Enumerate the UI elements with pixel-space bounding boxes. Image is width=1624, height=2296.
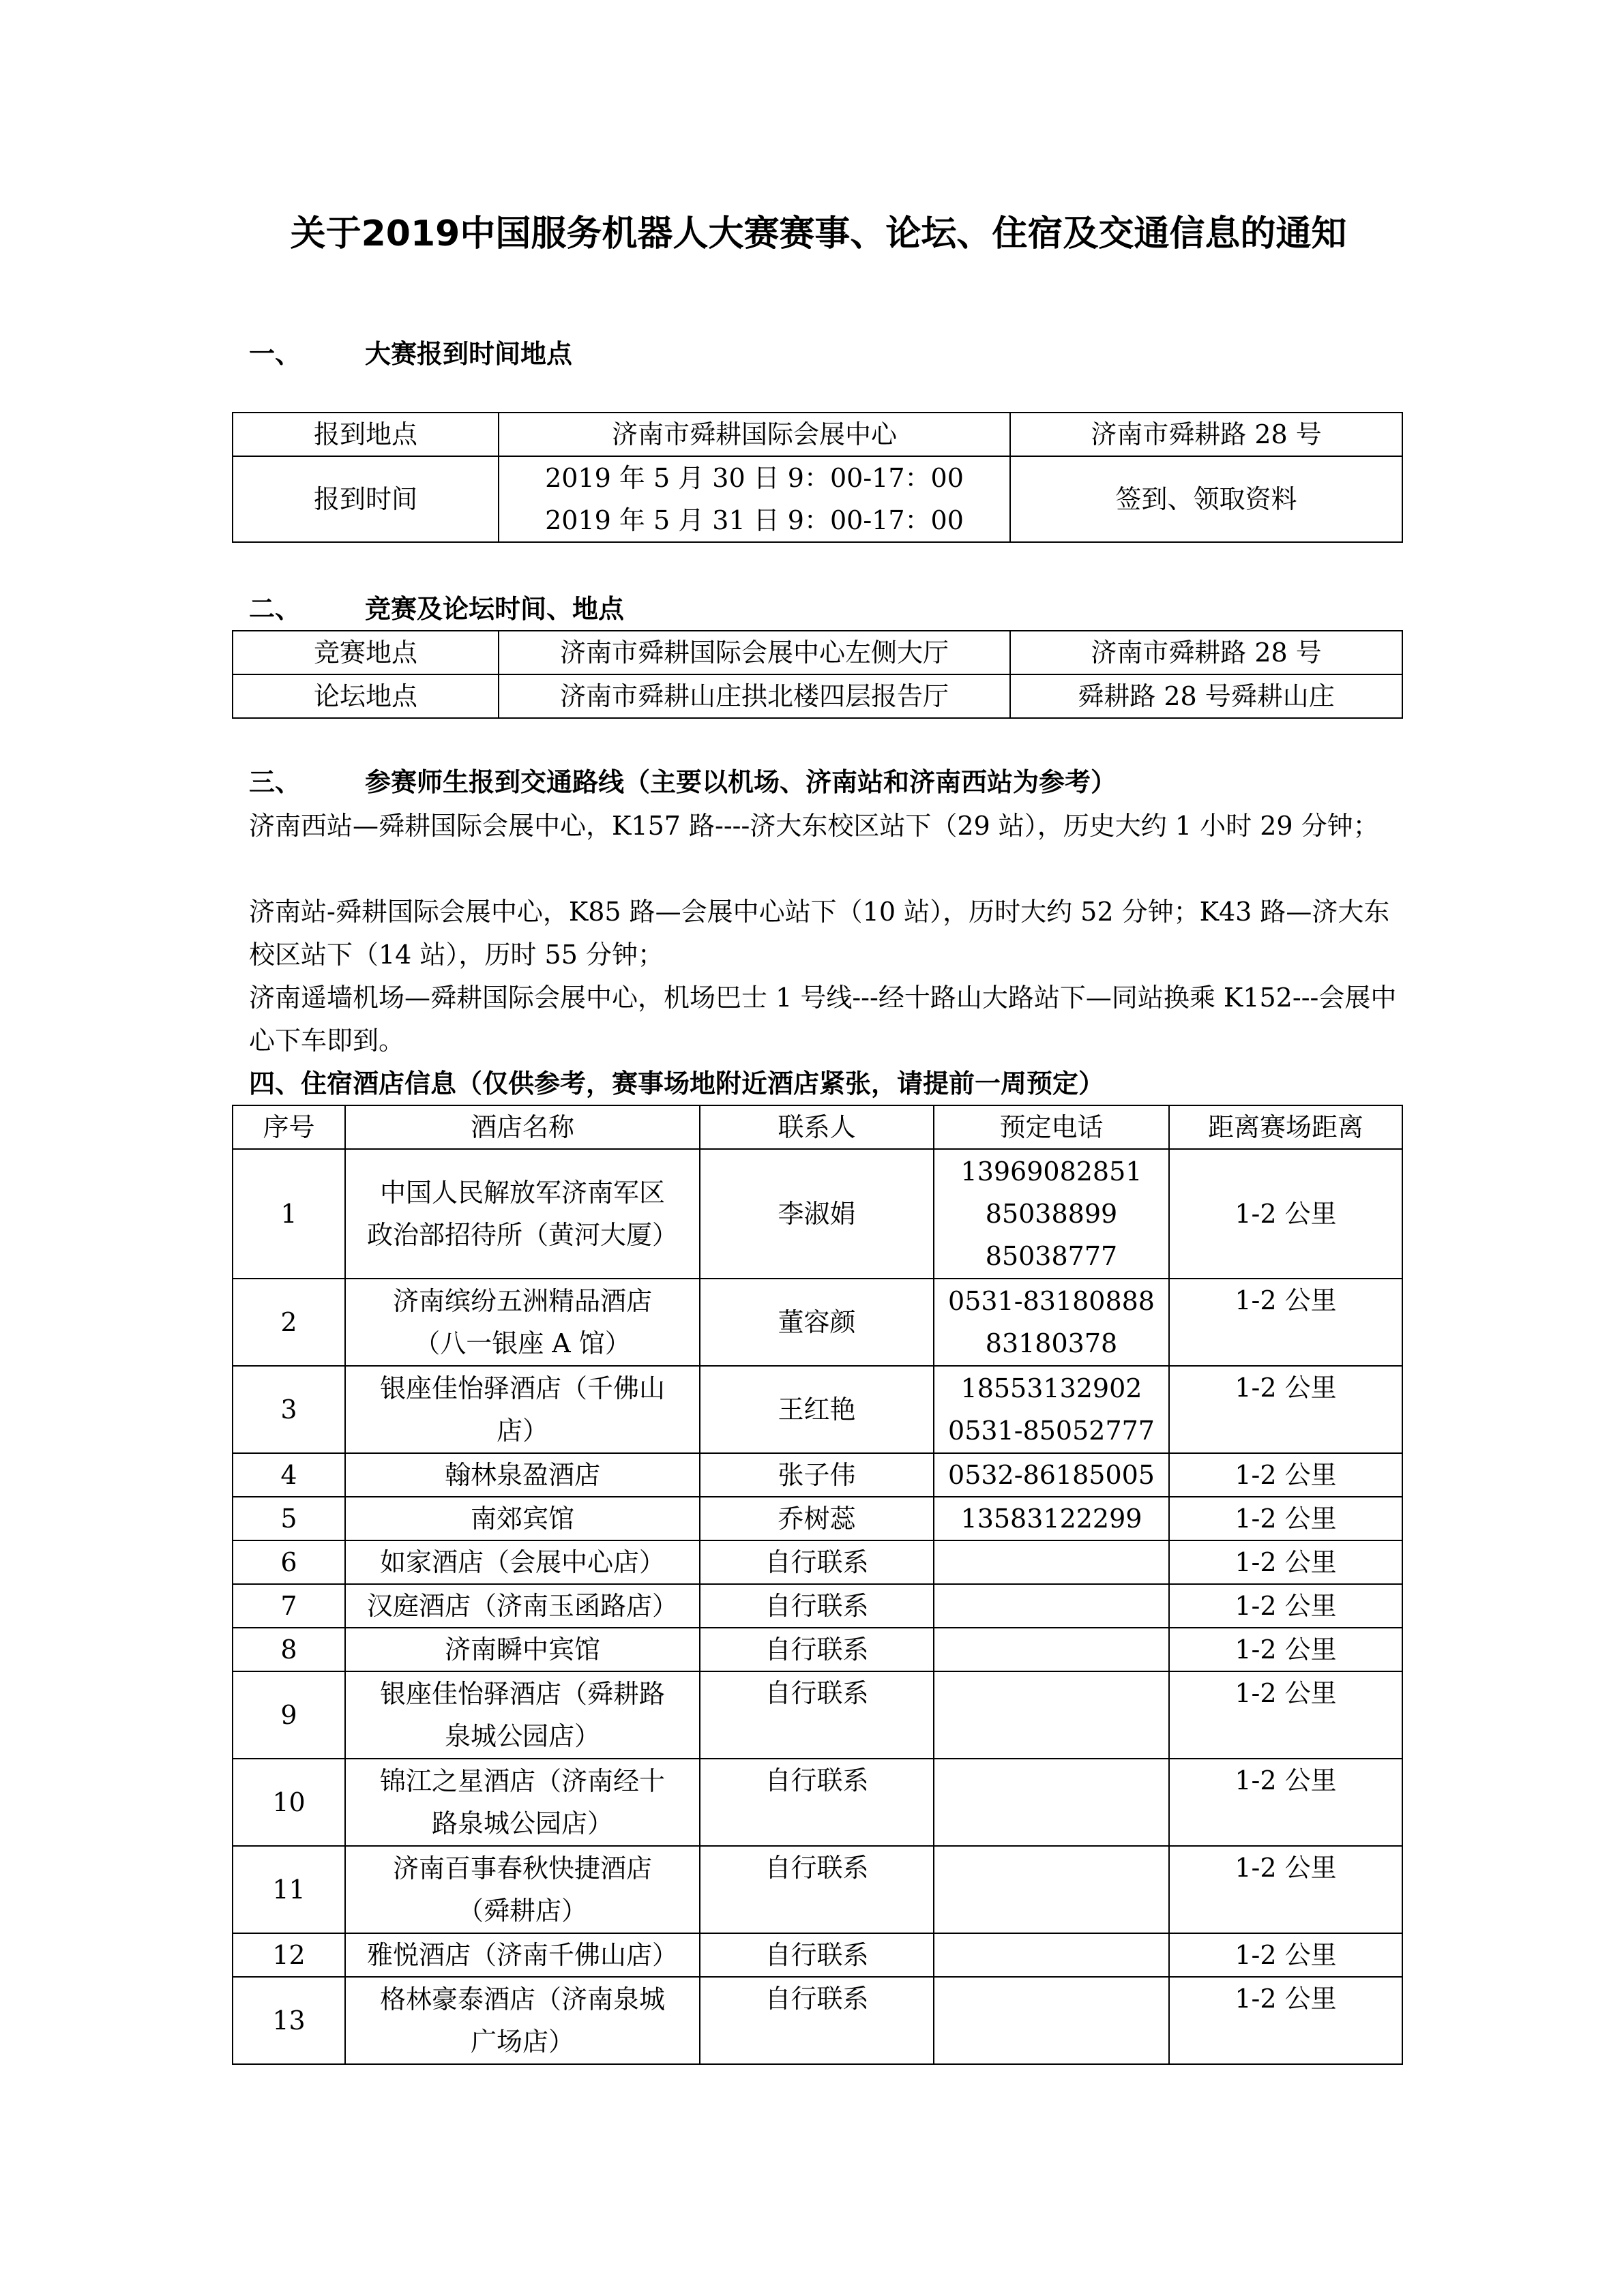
- table-cell: 签到、领取资料: [1010, 456, 1402, 542]
- section-number: 一、: [249, 339, 301, 369]
- venues-table: [232, 630, 1403, 719]
- hotel-phone: [934, 1977, 1169, 2064]
- hotel-distance: 1-2 公里: [1169, 1933, 1402, 1977]
- hotel-no: 5: [233, 1497, 345, 1540]
- hotel-name-line: 政治部招待所（黄河大厦）: [366, 1220, 678, 1250]
- route-paragraph: 济南站-舜耕国际会展中心，K85 路—会展中心站下（10 站），历时大约 52 分钟；K43 路—济大东校区站下（14 站），历时 55 分钟；: [249, 897, 1390, 970]
- column-header: 预定电话: [934, 1105, 1169, 1149]
- hotel-distance: 1-2 公里: [1169, 1453, 1402, 1497]
- hotel-contact: 董容颜: [700, 1279, 934, 1366]
- hotel-name-line: 路泉城公园店）: [431, 1808, 613, 1838]
- hotel-distance: 1-2 公里: [1169, 1149, 1402, 1279]
- hotel-contact: 自行联系: [700, 1846, 934, 1933]
- document-title: 关于2019中国服务机器人大赛赛事、论坛、住宿及交通信息的通知: [290, 213, 1347, 254]
- hotel-no: 6: [233, 1540, 345, 1584]
- table-cell: 竞赛地点: [233, 631, 499, 674]
- table-cell: [499, 456, 1010, 542]
- table-row: [233, 1671, 1402, 1759]
- table-cell: 报到时间: [233, 456, 499, 542]
- hotel-name: [345, 1279, 700, 1366]
- hotel-name-line: 中国人民解放军济南军区: [379, 1178, 665, 1208]
- table-row: [233, 1584, 1402, 1628]
- hotel-name-line: （八一银座 A 馆）: [414, 1328, 631, 1358]
- hotel-name: [345, 1846, 700, 1933]
- table-row: [233, 674, 1402, 718]
- hotel-name: 济南瞬中宾馆: [345, 1628, 700, 1671]
- section-title: 大赛报到时间地点: [365, 339, 573, 369]
- hotel-phone: [934, 1759, 1169, 1846]
- hotel-name: [345, 1977, 700, 2064]
- hotel-phone-line: 18553132902: [960, 1373, 1142, 1403]
- table-cell: 济南市舜耕国际会展中心左侧大厅: [499, 631, 1010, 674]
- section-number: 二、: [249, 594, 301, 624]
- hotel-table: [232, 1105, 1403, 2065]
- hotel-distance: 1-2 公里: [1169, 1497, 1402, 1540]
- table-row: [233, 1977, 1402, 2064]
- hotel-contact: 自行联系: [700, 1540, 934, 1584]
- table-row: [233, 1149, 1402, 1279]
- table-row: [233, 1366, 1402, 1453]
- hotel-name-line: 格林豪泰酒店（济南泉城: [379, 1984, 665, 2014]
- section-heading-hotels: 四、住宿酒店信息（仅供参考，赛事场地附近酒店紧张，请提前一周预定）: [249, 1069, 1105, 1099]
- hotel-name: [345, 1671, 700, 1759]
- hotel-name-line: （舜耕店）: [457, 1896, 587, 1926]
- hotel-contact: 自行联系: [700, 1977, 934, 2064]
- hotel-distance: 1-2 公里: [1169, 1977, 1402, 2064]
- hotel-phone: [934, 1279, 1169, 1366]
- hotel-distance: 1-2 公里: [1169, 1628, 1402, 1671]
- hotel-name: 南郊宾馆: [345, 1497, 700, 1540]
- hotel-name: 如家酒店（会展中心店）: [345, 1540, 700, 1584]
- hotel-no: 8: [233, 1628, 345, 1671]
- table-row: [233, 456, 1402, 542]
- table-cell: 济南市舜耕路 28 号: [1010, 631, 1402, 674]
- hotel-name: 翰林泉盈酒店: [345, 1453, 700, 1497]
- hotel-name-line: 泉城公园店）: [444, 1721, 600, 1751]
- hotel-name-line: 店）: [496, 1416, 548, 1446]
- hotel-name-line: 银座佳怡驿酒店（舜耕路: [379, 1679, 665, 1709]
- hotel-name-line: 济南缤纷五洲精品酒店: [392, 1286, 652, 1316]
- hotel-no: 13: [233, 1977, 345, 2064]
- hotel-contact: 自行联系: [700, 1933, 934, 1977]
- hotel-contact: 李淑娟: [700, 1149, 934, 1279]
- hotel-contact: 乔树蕊: [700, 1497, 934, 1540]
- hotel-name: 雅悦酒店（济南千佛山店）: [345, 1933, 700, 1977]
- hotel-distance: 1-2 公里: [1169, 1671, 1402, 1759]
- hotel-no: 10: [233, 1759, 345, 1846]
- hotel-phone-line: 85038777: [985, 1241, 1118, 1271]
- checkin-time-line: 2019 年 5 月 30 日 9：00-17：00: [545, 463, 964, 493]
- hotel-phone: [934, 1584, 1169, 1628]
- table-row: [233, 1628, 1402, 1671]
- section-number: 三、: [249, 767, 301, 797]
- table-row: [233, 413, 1402, 456]
- hotel-phone-line: 85038899: [985, 1199, 1118, 1229]
- hotel-name: [345, 1759, 700, 1846]
- hotel-no: 11: [233, 1846, 345, 1933]
- hotel-phone: [934, 1628, 1169, 1671]
- table-row: [233, 1933, 1402, 1977]
- hotel-no: 9: [233, 1671, 345, 1759]
- hotel-phone: 0532-86185005: [934, 1453, 1169, 1497]
- hotel-distance: 1-2 公里: [1169, 1846, 1402, 1933]
- hotel-no: 12: [233, 1933, 345, 1977]
- hotel-no: 1: [233, 1149, 345, 1279]
- hotel-distance: 1-2 公里: [1169, 1759, 1402, 1846]
- hotel-phone: [934, 1846, 1169, 1933]
- hotel-name: 汉庭酒店（济南玉函路店）: [345, 1584, 700, 1628]
- hotel-no: 7: [233, 1584, 345, 1628]
- table-row: [233, 1497, 1402, 1540]
- route-paragraph: 济南西站—舜耕国际会展中心，K157 路----济大东校区站下（29 站），历史大约 1 小时 29 分钟；: [249, 811, 1379, 841]
- hotel-contact: 自行联系: [700, 1671, 934, 1759]
- hotel-name-line: 广场店）: [470, 2027, 574, 2057]
- section-heading-checkin: [249, 333, 572, 370]
- table-cell: 济南市舜耕路 28 号: [1010, 413, 1402, 456]
- hotel-phone-line: 0531-85052777: [948, 1416, 1155, 1446]
- hotel-phone: [934, 1540, 1169, 1584]
- hotel-phone: [934, 1671, 1169, 1759]
- column-header: 距离赛场距离: [1169, 1105, 1402, 1149]
- table-row: [233, 1279, 1402, 1366]
- hotel-contact: 自行联系: [700, 1628, 934, 1671]
- hotel-distance: 1-2 公里: [1169, 1366, 1402, 1453]
- section-heading-venues: [249, 588, 624, 625]
- table-cell: 舜耕路 28 号舜耕山庄: [1010, 674, 1402, 718]
- hotel-phone: [934, 1366, 1169, 1453]
- section-title: 参赛师生报到交通路线（主要以机场、济南站和济南西站为参考）: [365, 767, 1117, 797]
- table-row: [233, 1846, 1402, 1933]
- hotel-contact: 自行联系: [700, 1759, 934, 1846]
- hotel-phone: [934, 1149, 1169, 1279]
- table-row: [233, 631, 1402, 674]
- section-heading-routes: [249, 761, 1117, 799]
- hotel-distance: 1-2 公里: [1169, 1584, 1402, 1628]
- table-header-row: [233, 1105, 1402, 1149]
- hotel-contact: 自行联系: [700, 1584, 934, 1628]
- hotel-name: [345, 1149, 700, 1279]
- hotel-contact: 张子伟: [700, 1453, 934, 1497]
- hotel-no: 4: [233, 1453, 345, 1497]
- hotel-name-line: 济南百事春秋快捷酒店: [392, 1853, 652, 1883]
- hotel-phone-line: 0531-83180888: [948, 1286, 1155, 1316]
- hotel-no: 3: [233, 1366, 345, 1453]
- hotel-phone-line: 13969082851: [960, 1157, 1142, 1187]
- hotel-name: [345, 1366, 700, 1453]
- hotel-phone-line: 83180378: [985, 1328, 1118, 1358]
- checkin-table: [232, 412, 1403, 543]
- hotel-distance: 1-2 公里: [1169, 1279, 1402, 1366]
- column-header: 序号: [233, 1105, 345, 1149]
- hotel-phone: 13583122299: [934, 1497, 1169, 1540]
- table-cell: 济南市舜耕国际会展中心: [499, 413, 1010, 456]
- table-cell: 论坛地点: [233, 674, 499, 718]
- table-cell: 济南市舜耕山庄拱北楼四层报告厅: [499, 674, 1010, 718]
- table-row: [233, 1759, 1402, 1846]
- hotel-name-line: 锦江之星酒店（济南经十: [379, 1766, 665, 1796]
- hotel-phone: [934, 1933, 1169, 1977]
- column-header: 酒店名称: [345, 1105, 700, 1149]
- hotel-contact: 王红艳: [700, 1366, 934, 1453]
- hotel-name-line: 银座佳怡驿酒店（千佛山: [379, 1373, 665, 1403]
- table-row: [233, 1453, 1402, 1497]
- table-row: [233, 1540, 1402, 1584]
- route-paragraph: 济南遥墙机场—舜耕国际会展中心，机场巴士 1 号线---经十路山大路站下—同站换乘 K152---会展中心下车即到。: [249, 983, 1397, 1056]
- hotel-no: 2: [233, 1279, 345, 1366]
- table-cell: 报到地点: [233, 413, 499, 456]
- checkin-time-line: 2019 年 5 月 31 日 9：00-17：00: [545, 505, 964, 535]
- column-header: 联系人: [700, 1105, 934, 1149]
- section-title: 竞赛及论坛时间、地点: [365, 594, 625, 624]
- hotel-distance: 1-2 公里: [1169, 1540, 1402, 1584]
